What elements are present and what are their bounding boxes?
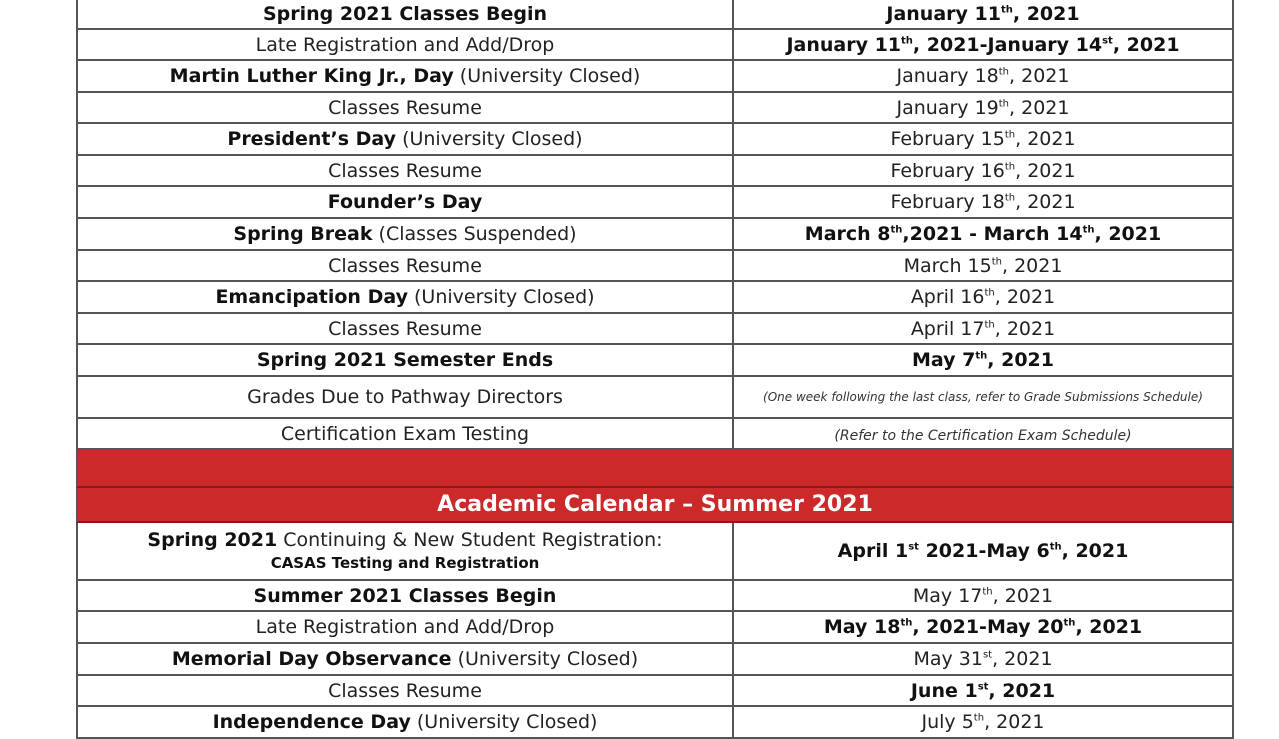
cell-text: June 1 (910, 679, 978, 702)
cell-text: Classes Resume (328, 317, 482, 340)
table-row (76, 30, 1234, 61)
table-row (76, 707, 1234, 739)
cell-line (263, 3, 547, 25)
cell-text: President’s Day (227, 128, 397, 150)
table-row (76, 219, 1234, 251)
cell-line (213, 711, 598, 733)
cell-line (328, 97, 482, 119)
cell-text: April 16 (910, 286, 985, 308)
event-cell (78, 93, 734, 122)
cell-text: Grades Due to Pathway Directors (247, 386, 563, 408)
cell-line (328, 255, 482, 277)
date-cell (734, 644, 1232, 674)
date-cell (734, 314, 1232, 343)
event-cell (78, 676, 734, 705)
cell-text: st (1102, 35, 1113, 47)
cell-text: Late Registration and Add/Drop (255, 33, 555, 56)
cell-text: April 17 (910, 317, 985, 340)
cell-line (897, 65, 1070, 87)
cell-text: Classes Resume (328, 96, 482, 119)
cell-line (838, 540, 1129, 562)
table-row (76, 612, 1234, 644)
event-cell (78, 30, 734, 59)
cell-text: (Classes Suspended) (372, 223, 577, 245)
table-row (76, 93, 1234, 124)
cell-text: January 19 (896, 96, 999, 119)
table-row (76, 644, 1234, 676)
cell-line (257, 349, 553, 371)
cell-line (256, 616, 555, 638)
cell-text: April 1 (837, 540, 909, 562)
cell-text: (University Closed) (451, 648, 639, 670)
cell-line (170, 65, 641, 87)
cell-text: CASAS Testing and Registration (270, 553, 540, 572)
cell-line (328, 680, 482, 702)
table-row (76, 0, 1234, 30)
cell-text: th (991, 256, 1002, 268)
cell-text: ,2021 - March 14 (902, 223, 1083, 245)
date-cell (734, 523, 1232, 579)
date-cell (734, 156, 1232, 185)
event-cell (78, 251, 734, 280)
date-cell (734, 251, 1232, 280)
cell-text: (One week following the last class, refer to Grade Submissions Schedule) (763, 390, 1203, 404)
cell-text: May 31 (913, 648, 983, 670)
cell-line (172, 648, 638, 670)
date-cell (734, 61, 1232, 91)
cell-text: Founder’s Day (327, 191, 483, 213)
cell-text: , 2021 (1075, 616, 1143, 638)
cell-text: , 2021 (1012, 2, 1080, 25)
cell-text: , 2021 (1009, 96, 1070, 119)
cell-text: , 2021 (1061, 540, 1129, 562)
event-cell (78, 314, 734, 343)
cell-text: 2021-May 6 (918, 540, 1050, 562)
date-cell (734, 707, 1232, 737)
cell-text: st (977, 681, 989, 693)
event-cell (78, 345, 734, 375)
academic-calendar-table (76, 0, 1234, 739)
cell-text: , 2021 (1001, 254, 1063, 277)
cell-text: Classes Resume (328, 159, 482, 182)
cell-text: th (1082, 224, 1095, 236)
cell-text: (Refer to the Certification Exam Schedule) (834, 427, 1132, 444)
cell-text: (University Closed) (453, 65, 641, 87)
section-divider (76, 450, 1234, 488)
cell-text: , 2021 (1015, 128, 1076, 150)
cell-text: , 2021 (992, 648, 1053, 670)
date-cell (734, 581, 1232, 610)
cell-text: th (1004, 161, 1016, 173)
cell-text: (University Closed) (410, 711, 598, 733)
cell-text: th (1063, 617, 1076, 629)
cell-line (890, 191, 1075, 213)
table-row (76, 124, 1234, 156)
section-header (76, 488, 1234, 523)
event-cell (78, 61, 734, 91)
cell-text: th (890, 224, 903, 236)
cell-text: , 2021 (994, 317, 1056, 340)
cell-text: January 11 (786, 33, 902, 56)
event-cell (78, 644, 734, 674)
cell-line (904, 255, 1063, 277)
cell-text: July 5 (921, 711, 974, 733)
cell-text: st (908, 541, 919, 553)
cell-line (913, 648, 1052, 670)
cell-line (247, 386, 563, 408)
cell-text: May 18 (823, 616, 901, 638)
cell-line (911, 680, 1055, 702)
event-cell (78, 187, 734, 217)
cell-text: th (984, 319, 995, 331)
cell-text: th (998, 66, 1010, 78)
table-row (76, 523, 1234, 581)
date-cell (734, 377, 1232, 417)
cell-text: February 15 (890, 128, 1005, 150)
cell-text: Memorial Day Observance (171, 648, 452, 670)
cell-text: th (900, 617, 913, 629)
table-row (76, 419, 1234, 450)
cell-line (805, 223, 1161, 245)
cell-text: (University Closed) (396, 128, 583, 150)
cell-text: February 16 (890, 159, 1005, 182)
cell-line (227, 128, 582, 150)
cell-text: th (1049, 541, 1062, 553)
cell-text: Spring 2021 (147, 528, 278, 551)
date-cell (734, 93, 1232, 122)
cell-text: May 17 (912, 584, 983, 607)
date-cell (734, 612, 1232, 642)
cell-text: March 8 (804, 223, 891, 245)
table-row (76, 581, 1234, 612)
event-cell (78, 0, 734, 28)
cell-line (834, 423, 1131, 445)
table-row (76, 156, 1234, 187)
cell-text: , 2021 (988, 679, 1056, 702)
cell-text: , 2021 (987, 349, 1054, 371)
cell-text: , 2021-January 14 (912, 33, 1103, 56)
event-cell (78, 124, 734, 154)
date-cell (734, 0, 1232, 28)
cell-text: , 2021-May 20 (912, 616, 1064, 638)
date-cell (734, 419, 1232, 448)
cell-text: th (1004, 192, 1016, 204)
table-row (76, 61, 1234, 93)
event-cell (78, 282, 734, 312)
cell-line (256, 34, 555, 56)
date-cell (734, 30, 1232, 59)
cell-text: th (984, 287, 995, 299)
cell-line (147, 529, 662, 551)
date-cell (734, 676, 1232, 705)
cell-line (890, 128, 1075, 150)
event-cell (78, 581, 734, 610)
cell-text: th (982, 586, 993, 598)
table-row (76, 345, 1234, 377)
cell-text: th (1004, 129, 1016, 141)
cell-text: Summer 2021 Classes Begin (253, 584, 557, 607)
date-cell (734, 219, 1232, 249)
table-row (76, 314, 1234, 345)
cell-text: th (998, 98, 1010, 110)
cell-line (913, 585, 1053, 607)
cell-text: Spring Break (233, 223, 373, 245)
event-cell (78, 419, 734, 448)
date-cell (734, 187, 1232, 217)
cell-text: Classes Resume (328, 679, 482, 702)
cell-text: January 11 (886, 2, 1001, 25)
cell-line (922, 711, 1045, 733)
cell-text: Certification Exam Testing (280, 422, 530, 445)
cell-text: , 2021 (992, 584, 1054, 607)
date-cell (734, 282, 1232, 312)
cell-line (912, 349, 1054, 371)
cell-text: th (901, 35, 913, 47)
event-cell (78, 523, 734, 579)
table-row (76, 676, 1234, 707)
cell-line (911, 286, 1055, 308)
table-row (76, 377, 1234, 419)
cell-line (254, 585, 557, 607)
event-cell (78, 377, 734, 417)
cell-text: Continuing & New Student Registration: (277, 528, 663, 551)
cell-line (890, 160, 1075, 182)
cell-line (328, 160, 482, 182)
cell-text: Late Registration and Add/Drop (255, 616, 555, 638)
cell-text: Spring 2021 Classes Begin (262, 2, 548, 25)
cell-text: January 18 (896, 65, 999, 87)
event-cell (78, 707, 734, 737)
cell-line (281, 423, 529, 445)
cell-line (911, 318, 1055, 340)
date-cell (734, 124, 1232, 154)
table-row (76, 282, 1234, 314)
cell-text: th (975, 350, 988, 362)
cell-text: February 18 (890, 191, 1005, 213)
table-row (76, 187, 1234, 219)
cell-text: Classes Resume (328, 254, 482, 277)
cell-text: Independence Day (212, 711, 411, 733)
event-cell (78, 219, 734, 249)
cell-text: May 7 (912, 349, 976, 371)
event-cell (78, 612, 734, 642)
date-cell (734, 345, 1232, 375)
cell-text: th (1000, 4, 1013, 16)
cell-line (824, 616, 1142, 638)
cell-text: Emancipation Day (215, 286, 408, 308)
cell-text: , 2021 (994, 286, 1056, 308)
cell-text: , 2021 (1094, 223, 1162, 245)
cell-text: March 15 (903, 254, 992, 277)
cell-text: st (982, 649, 993, 661)
event-cell (78, 156, 734, 185)
cell-text: , 2021 (1009, 65, 1070, 87)
cell-text: , 2021 (1015, 159, 1076, 182)
cell-text: , 2021 (984, 711, 1045, 733)
cell-line (271, 551, 540, 574)
cell-text: th (973, 712, 985, 724)
cell-line (215, 286, 594, 308)
cell-line (786, 34, 1179, 56)
cell-line (897, 97, 1070, 119)
cell-text: (University Closed) (407, 286, 595, 308)
cell-text: , 2021 (1112, 33, 1180, 56)
cell-line (233, 223, 576, 245)
cell-line (763, 388, 1203, 406)
cell-line (328, 318, 482, 340)
cell-text: Martin Luther King Jr., Day (169, 65, 454, 87)
cell-line (328, 191, 483, 213)
cell-text: , 2021 (1015, 191, 1076, 213)
cell-text: Spring 2021 Semester Ends (256, 349, 554, 371)
cell-line (886, 3, 1079, 25)
section-title: Academic Calendar – Summer 2021 (437, 492, 873, 517)
table-row (76, 251, 1234, 282)
